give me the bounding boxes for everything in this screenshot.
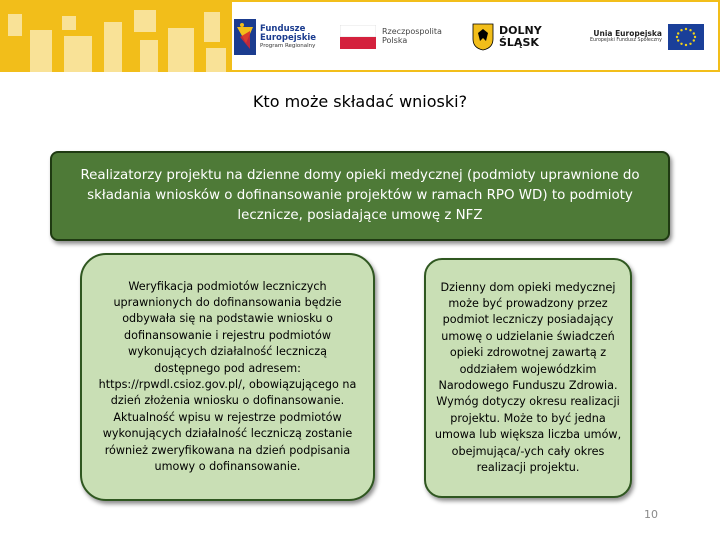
decor-block — [168, 28, 194, 72]
logo-rzeczpospolita-polska — [340, 10, 455, 64]
fundusze-europejskie-star-icon — [234, 19, 256, 55]
decor-block — [30, 30, 52, 72]
logo-text-line: Europejski Fundusz Społeczny — [590, 38, 662, 44]
left-info-box — [80, 253, 375, 501]
decor-block — [134, 10, 156, 32]
decor-block — [64, 36, 92, 72]
page-number: 10 — [644, 508, 658, 521]
logo-text-line: Polska — [382, 36, 408, 45]
decor-block — [62, 16, 76, 30]
top-info-box — [50, 151, 670, 241]
dolny-slask-eagle-icon — [472, 23, 494, 51]
logo-text-line: Europejskie — [260, 32, 317, 43]
decor-block — [206, 48, 226, 72]
logo-text-line: ŚLĄSK — [499, 36, 539, 49]
logo-unia-europejska — [590, 10, 718, 64]
logo-fundusze-europejskie — [234, 10, 330, 64]
logo-text-line: Rzeczpospolita — [382, 27, 442, 37]
decor-block — [104, 22, 122, 72]
logo-text-line: Program Regionalny — [260, 43, 316, 50]
left-info-text: Weryfikacja podmiotów leczniczych uprawnionych do dofinansowania będzie odbywała się na podstawie wniosku o dofinansowanie i rejestru podmiotów wykonujących działalność leczniczą dostępnego pod adresem: https://rpwdl.csioz.gov.pl/, obowiązującego na dzień złożenia wniosku o dofinansowanie. Aktualność wpisu w rejestrze podmiotów wykonujących działalność leczniczą zostanie również zweryfikowana na dzień podpisania umowy o dofinansowanie. — [98, 279, 357, 474]
decor-block — [8, 14, 22, 36]
decor-block — [140, 40, 158, 72]
polish-flag-icon — [340, 25, 376, 49]
right-info-box — [424, 258, 632, 498]
logo-strip — [232, 2, 718, 70]
right-info-text: Dzienny dom opieki medycznej może być prowadzony przez podmiot leczniczy posiadający umowę o udzielanie świadczeń opieki zdrowotnej zawartą z oddziałem wojewódzkim Narodowego Funduszu Zdrowia. Wymóg dotyczy okresu realizacji projektu. Może to być jedna umowa lub większa liczba umów, obejmująca/-ych cały okres realizacji projektu. — [434, 280, 622, 475]
logo-dolny-slask — [472, 10, 557, 64]
decor-block — [204, 12, 220, 42]
logo-text-line: DOLNY — [499, 23, 542, 37]
top-info-text: Realizatorzy projektu na dzienne domy opieki medycznej (podmioty uprawnione do składania wniosków o dofinansowanie projektów w ramach RPO WD) to podmioty lecznicze, posiadające umowę z NFZ — [80, 168, 640, 223]
page-title: Kto może składać wnioski? — [252, 92, 468, 111]
eu-flag-icon — [668, 24, 704, 50]
logo-text-line: Unia Europejska — [593, 29, 662, 39]
logo-text-line: Fundusze — [260, 23, 306, 34]
